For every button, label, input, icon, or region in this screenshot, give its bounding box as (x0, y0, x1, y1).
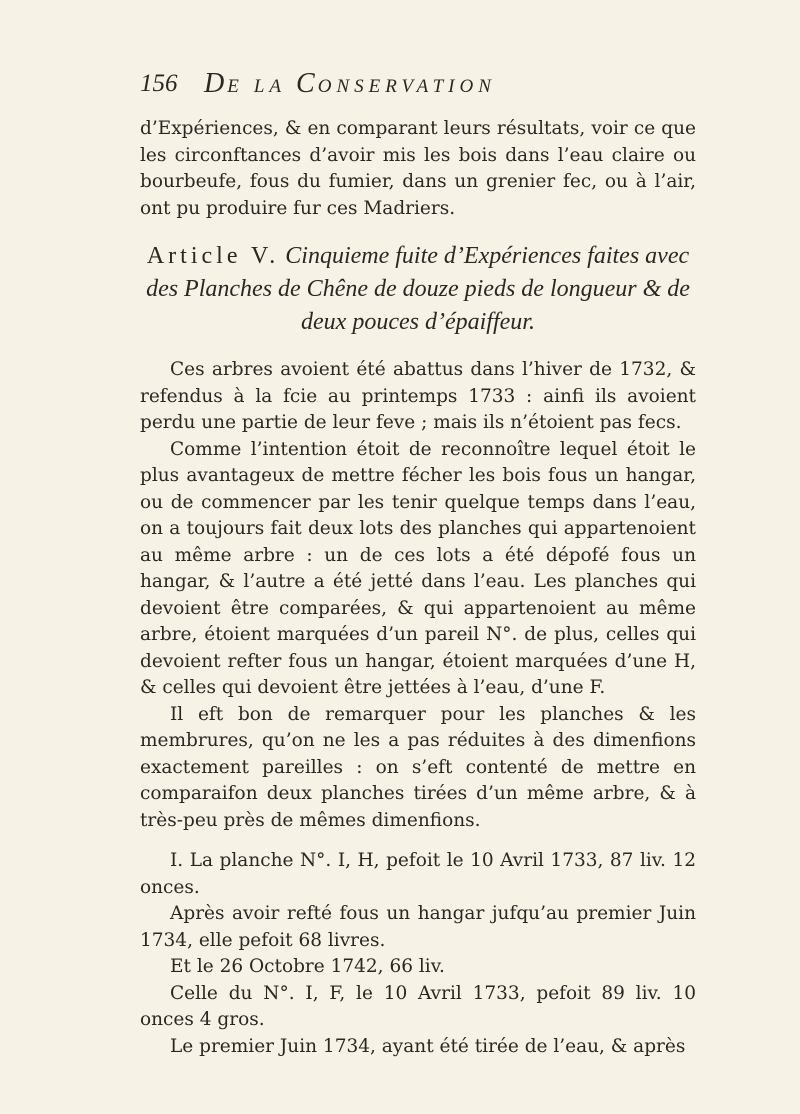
record-line: Et le 26 Octobre 1742, 66 liv. (170, 956, 445, 977)
article-title: Cinquieme fuite d’Expériences faites avec des Planches de Chêne de douze pieds de longueur & de deux pouces d’épaiffeur. (146, 243, 690, 335)
paragraph-method: Comme l’intention étoit de reconnoître lequel étoit le plus avantageux de mettre fécher les bois fous un hangar, ou de commencer par les tenir quelque temps dans l’eau, on a toujours fait deux lots des planches qui appartenoient au même arbre : un de ces lots a été dépofé fous un hangar, & l’autre a été jetté dans l’eau. Les planches qui devoient être comparées, & qui appartenoient au même arbre, étoient marquées d’un pareil N°. de plus, celles qui devoient refter fous un hangar, étoient marquées d’une H, & celles qui devoient être jettées à l’eau, d’une F. (140, 438, 696, 698)
page-body (140, 116, 696, 1060)
article-heading (140, 240, 696, 339)
article-label: Article V. (146, 243, 280, 269)
running-title-e: E (227, 76, 244, 97)
running-title (204, 68, 496, 100)
page-number: 156 (140, 70, 178, 97)
running-title-c: C (296, 68, 318, 99)
record-line: Après avoir refté fous un hangar jufqu’au premier Juin 1734, elle pefoit 68 livres. (140, 903, 696, 951)
running-title-d: D (204, 68, 228, 99)
intro-paragraph: d’Expériences, & en comparant leurs résultats, voir ce que les circonftances d’avoir mis les bois dans l’eau claire ou bourbeufe, fous du fumier, dans un grenier fec, ou à l’air, ont pu produire fur ces Madriers. (140, 118, 696, 219)
running-title-la: LA (253, 76, 287, 97)
record-line: Celle du N°. I, F, le 10 Avril 1733, pefoit 89 liv. 10 onces 4 gros. (140, 982, 696, 1030)
paragraph-felling: Ces arbres avoient été abattus dans l’hiver de 1732, & refendus à la fcie au printemps 1733 : ainfi ils avoient perdu une partie de leur feve ; mais ils n’étoient pas fecs. (140, 359, 696, 433)
record-line: I. La planche N°. I, H, pefoit le 10 Avril 1733, 87 liv. 12 onces. (140, 850, 696, 898)
record-line: Le premier Juin 1734, ayant été tirée de l’eau, & après (170, 1035, 686, 1057)
running-title-onservation: ONSERVATION (317, 76, 496, 97)
page-header (140, 68, 700, 104)
section-gap (140, 834, 696, 848)
paragraph-dimensions: Il eft bon de remarquer pour les planches & les membrures, qu’on ne les a pas réduites à des dimenfions exactement pareilles : on s’eft contenté de mettre en comparaifon deux planches tirées d’un même arbre, & à très-peu près de mêmes dimenfions. (140, 703, 696, 831)
